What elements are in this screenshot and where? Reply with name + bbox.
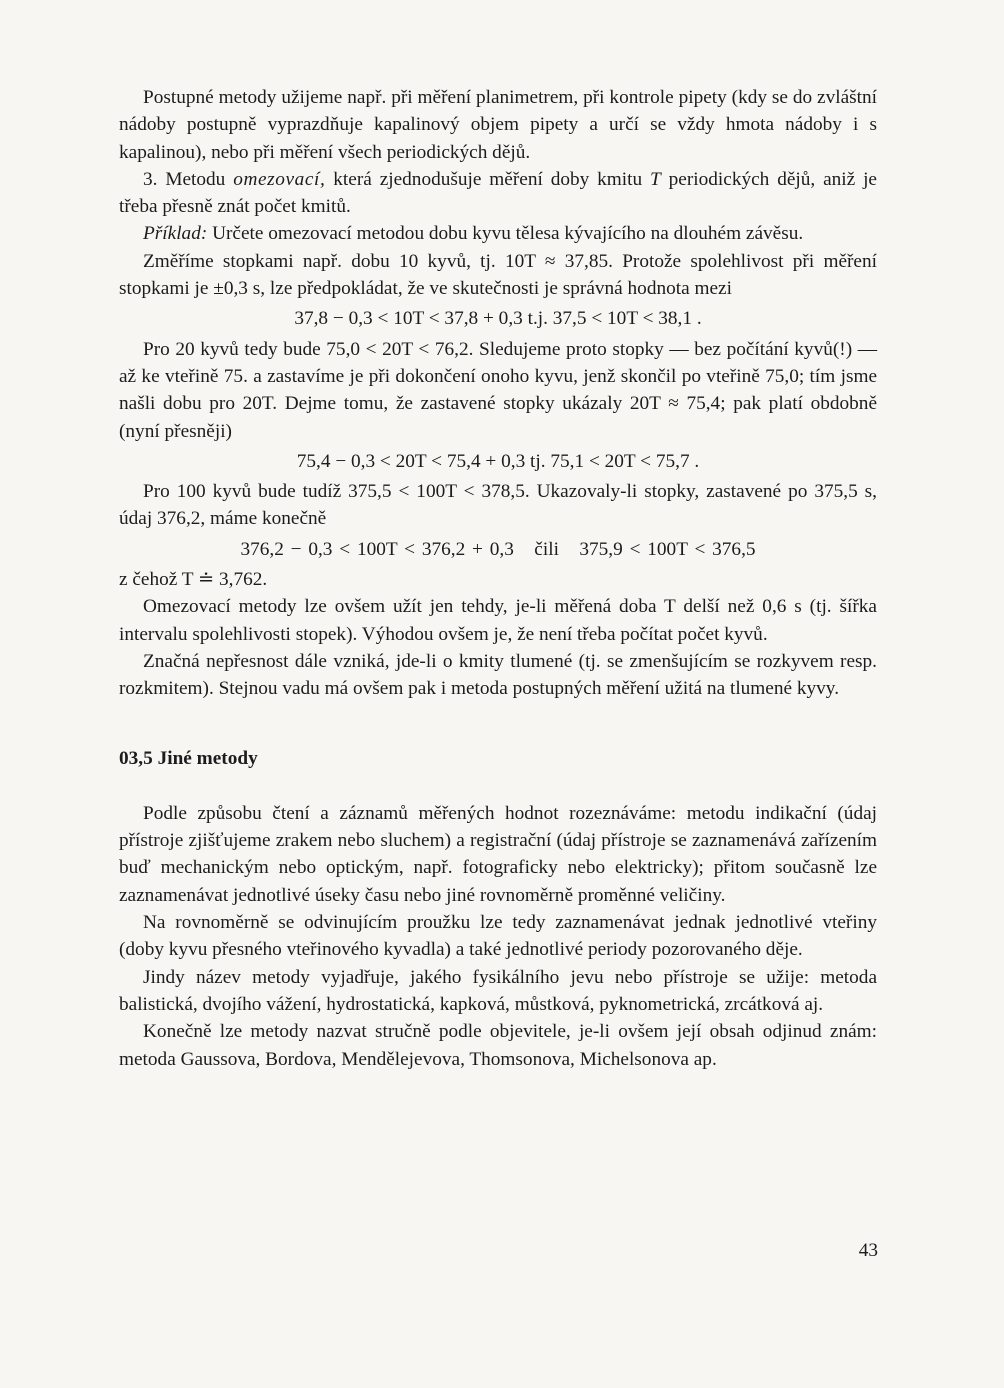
section-heading [119, 745, 877, 772]
paragraph-jindy-nazev: Jindy název metody vyjadřuje, jakého fysikálního jevu nebo přístroje se užije: metoda balistická, dvojího vážení, hydrostatická, kapková, můstková, pyknometrická, zrcátková aj. [119, 966, 877, 1015]
method-description: která zjednodušuje měření doby kmitu [325, 168, 651, 190]
section-title: Jiné metody [157, 747, 258, 769]
paragraph-zmerime: Změříme stopkami např. dobu 10 kyvů, tj. 10T ≈ 37,85. Protože spolehlivost při měření stopkami je ±0,3 s, lze předpokládat, že ve skutečnosti je správná hodnota mezi [119, 250, 877, 300]
paragraph-konecne: Konečně lze metody nazvat stručně podle objevitele, je-li ovšem její obsah odjinud znám: metoda Gaussova, Bordova, Mendělejevova, Thomsonova, Michelsonova ap. [119, 1021, 877, 1070]
method-description-end: periodických dějů, aniž je třeba přesně znát počet kmitů. [119, 168, 877, 218]
paragraph-pro-100-kyvu: Pro 100 kyvů bude tudíž 375,5 < 100T < 378,5. Ukazovaly-li stopky, zastavené po 375,5 s, údaj 376,2, máme konečně [119, 481, 877, 530]
method-number: 3. Metodu [143, 168, 234, 190]
page-number: 43 [858, 1240, 878, 1261]
paragraph-na-rovnomerne: Na rovnoměrně se odvinujícím proužku lze tedy zaznamenávat jednak jednotlivé vteřiny (doby kyvu přesného vteřinového kyvadla) a také jednotlivé periody pozorovaného děje. [119, 912, 877, 961]
paragraph-priklad [119, 220, 877, 247]
variable-t: T [650, 168, 661, 190]
paragraph-podle-zpusobu: Podle způsobu čtení a záznamů měřených hodnot rozeznáváme: metodu indikační (údaj přístroje zjišťujeme zrakem nebo sluchem) a registrační (údaj přístroje se zaznamenává zařízením buď mechanickým nebo optickým, např. fotograficky nebo elektricky); přitom současně lze zaznamenávat jednotlivé úseky času nebo jiné rovnoměrně proměnné veličiny. [119, 802, 877, 906]
page-body [119, 84, 877, 1073]
example-label: Příklad: [143, 223, 208, 245]
equation-3: 376,2 − 0,3 < 100T < 376,2 + 0,3 čili 375,9 < 100T < 376,5 [240, 538, 756, 560]
paragraph-postupne-metody: Postupné metody užijeme např. při měření planimetrem, při kontrole pipety (kdy se do zvláštní nádoby postupně vyprazdňuje kapalinový objem pipety a určí se vždy hmota nádoby i s kapalinou), nebo při měření všech periodických dějů. [119, 87, 877, 163]
section-number: 03,5 [119, 747, 153, 769]
equation-2: 75,4 − 0,3 < 20T < 75,4 + 0,3 tj. 75,1 < 20T < 75,7 . [296, 450, 700, 472]
paragraph-pro-20-kyvu: Pro 20 kyvů tedy bude 75,0 < 20T < 76,2. Sledujeme proto stopky — bez počítání kyvů(!) — až ke vteřině 75. a zastavíme je při dokončení onoho kyvu, jenž skončil po vteřině 75,0; tím jsme našli dobu pro 20T. Dejme tomu, že zastavené stopky ukázaly 20T ≈ 75,4; pak platí obdobně (nyní přesněji) [119, 338, 877, 442]
paragraph-metoda-omezovaci [119, 166, 877, 221]
paragraph-result: z čehož T ≐ 3,762. [119, 569, 268, 591]
paragraph-znacna-nepresnost: Značná nepřesnost dále vzniká, jde-li o kmity tlumené (tj. se zmenšujícím se rozkyvem resp. rozkmitem). Stejnou vadu má ovšem pak i metoda postupných měření užitá na tlumené kyvy. [119, 650, 877, 700]
paragraph-omezovaci-metody: Omezovací metody lze ovšem užít jen tehdy, je-li měřená doba T delší než 0,6 s (tj. šířka intervalu spolehlivosti stopek). Výhodou ovšem je, že není třeba počítat počet kyvů. [119, 596, 877, 645]
equation-1: 37,8 − 0,3 < 10T < 37,8 + 0,3 t.j. 37,5 < 10T < 38,1 . [294, 308, 702, 330]
method-name-emphasis: omezovací, [233, 168, 326, 190]
example-text: Určete omezovací metodou dobu kyvu tělesa kývajícího na dlouhém závěsu. [207, 223, 804, 245]
